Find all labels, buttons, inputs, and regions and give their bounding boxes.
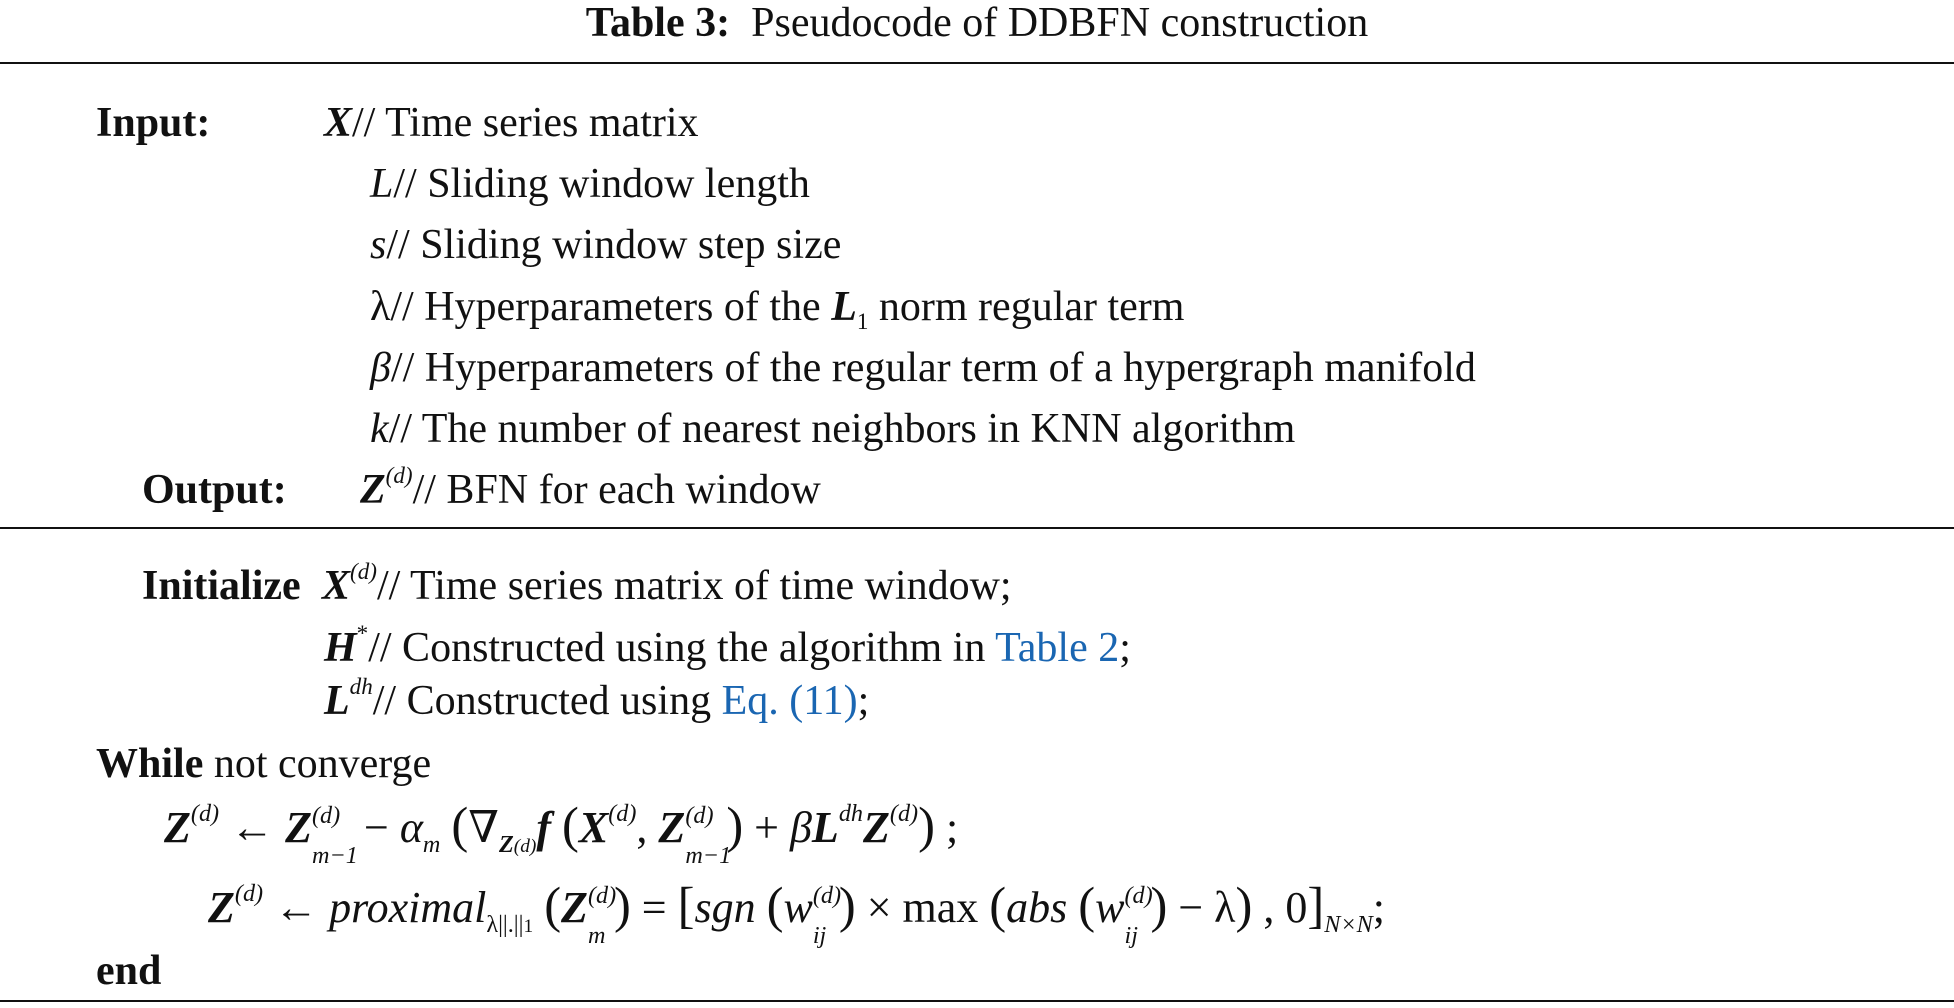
symbol-beta: β [370, 345, 391, 391]
init-line-l [324, 673, 870, 724]
output-label: Output: [142, 467, 287, 513]
init-symbol-l: L [324, 678, 350, 724]
while-keyword: While [96, 741, 204, 787]
init-sup-h: * [356, 620, 369, 647]
table-2-link[interactable]: Table 2 [995, 625, 1120, 671]
desc-l: // Sliding window length [393, 161, 810, 207]
init-after-l: ; [857, 678, 870, 724]
input-item-lambda [370, 284, 1185, 335]
top-rule [0, 62, 1954, 64]
table-caption: Pseudocode of DDBFN construction [751, 0, 1369, 46]
input-item-beta [370, 347, 1476, 389]
initialize-label: Initialize [142, 563, 301, 609]
init-line-h [324, 620, 1131, 671]
symbol-s: s [370, 222, 387, 268]
output-sup: (d) [385, 462, 413, 489]
symbol-x: X [324, 100, 353, 146]
symbol-l: L [370, 161, 394, 207]
init-desc-h: // Constructed using the algorithm in [368, 625, 996, 671]
init-line-x [322, 558, 1012, 609]
symbol-lambda: λ [370, 284, 391, 330]
output-desc: // BFN for each window [412, 467, 821, 513]
while-line [96, 743, 431, 785]
desc-lambda-pre: // Hyperparameters of the [390, 284, 832, 330]
desc-s: // Sliding window step size [386, 222, 842, 268]
bottom-rule [0, 1000, 1954, 1002]
eq-11-link[interactable]: Eq. (11) [721, 678, 858, 724]
table-title [0, 2, 1954, 44]
init-desc-x: // Time series matrix of time window; [376, 563, 1012, 609]
symbol-k: k [370, 406, 389, 452]
norm-symbol: L [831, 284, 857, 330]
desc-x: // Time series matrix [352, 100, 699, 146]
table-label: Table 3: [585, 0, 731, 46]
desc-beta: // Hyperparameters of the regular term of a hypergraph manifold [390, 345, 1476, 391]
input-item-x [324, 102, 699, 144]
end-keyword: end [96, 948, 162, 994]
proximal-step-equation: $Z^{(d)}$ ← proximal$_{\lambda||.||1}$ (Z (d) m ) = [sgn (w (d) ij ) × max (abs (w (d) ij ) − λ) , $0]_{N\times N}$; [208, 877, 1386, 949]
init-desc-l: // Constructed using [372, 678, 722, 724]
init-sup-x: (d) [350, 558, 377, 585]
input-label: Input: [96, 100, 211, 146]
desc-k: // The number of nearest neighbors in KNN algorithm [388, 406, 1296, 452]
input-item-s [370, 224, 841, 266]
while-condition: not converge [203, 741, 432, 787]
output-symbol: Z [360, 467, 386, 513]
middle-rule [0, 527, 1954, 529]
desc-lambda-post: norm regular term [868, 284, 1185, 330]
output-item [360, 462, 821, 513]
norm-sub: 1 [856, 308, 869, 335]
gradient-step-equation: $Z^{(d)}$ ← Z (d) m−1 − $\alpha_m$ ($\nabla_{Z(d)}f$ ($X^{(d)}$, Z (d) m−1 ) + $\beta L^{dh}Z^{(d)}$) ; [164, 797, 959, 869]
init-after-h: ; [1119, 625, 1131, 671]
init-symbol-x: X [322, 563, 351, 609]
input-item-l [370, 163, 810, 205]
init-symbol-h: H [324, 625, 357, 671]
input-item-k [370, 408, 1295, 450]
init-sup-l: dh [349, 673, 373, 700]
